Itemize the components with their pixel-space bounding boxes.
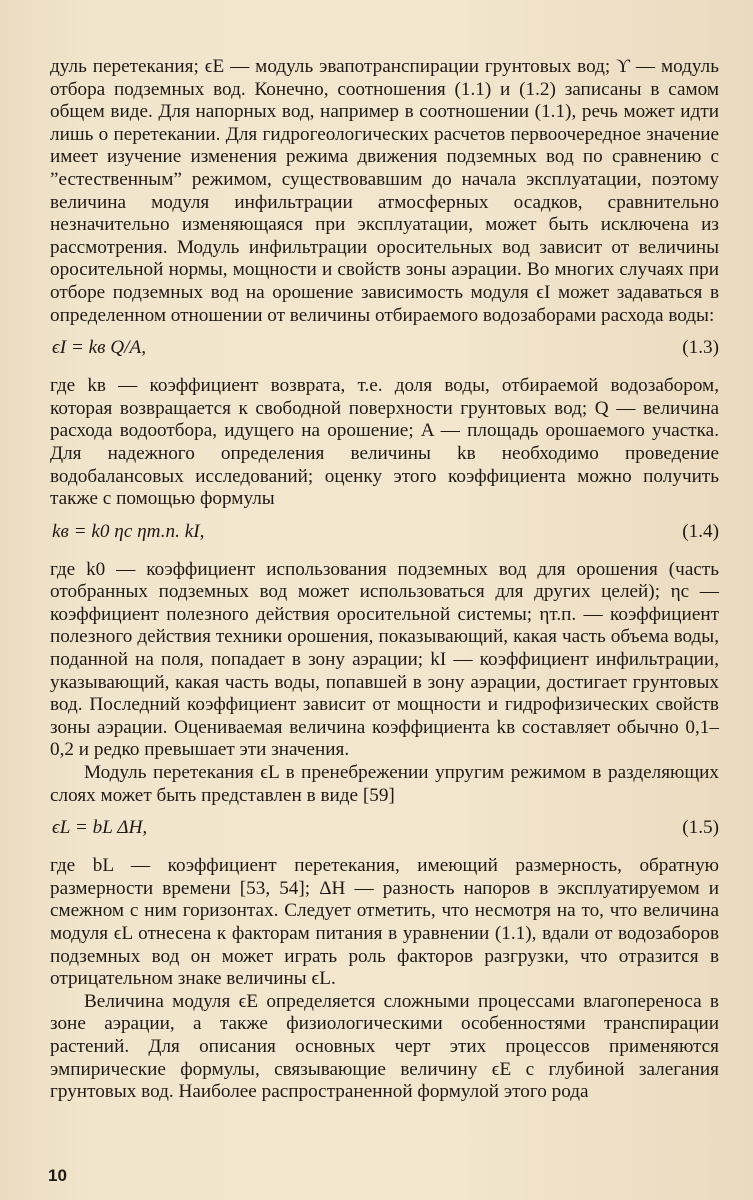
formula-1-4	[50, 521, 719, 543]
formula-expression: kв = k0 ηс ηт.п. kI,	[52, 520, 205, 542]
formula-expression: ϵI = kв Q/A,	[52, 337, 147, 359]
paragraph-1: дуль перетекания; ϵE — модуль эвапотранспирации грунтовых вод; ϒ — модуль отбора подземных вод. Конечно, соотношения (1.1) и (1.2) записаны в самом общем виде. Для напорных вод, например в соотношении (1.1), речь может идти лишь о перетекании. Для гидрогеологических расчетов первоочередное значение имеет изучение изменения режима движения подземных вод по сравнению с ”естественным” режимом, существовавшим до начала эксплуатации, поэтому величина модуля инфильтрации атмосферных осадков, сравнительно незначительно изменяющаяся при эксплуатации, может быть исключена из рассмотрения. Модуль инфильтрации оросительных вод зависит от величины оросительной нормы, мощности и свойств зоны аэрации. Во многих случаях при отборе подземных вод на орошение зависимость модуля ϵI может задаваться в определенном отношении от величины отбираемого водозаборами расхода воды:	[50, 56, 719, 326]
paragraph-3: где k0 — коэффициент использования подземных вод для орошения (часть отобранных подземных вод может использоваться для других целей); ηс — коэффициент полезного действия оросительной системы; ηт.п. — коэффициент полезного действия техники орошения, показывающий, какая часть объема воды, поданной на поля, попадает в зону аэрации; kI — коэффициент инфильтрации, указывающий, какая часть воды, попавшей в зону аэрации, достигает грунтовых вод. Последний коэффициент зависит от мощности и гидрофизических свойств зоны аэрации. Оцениваемая величина коэффициента kв составляет обычно 0,1–0,2 и редко превышает эти значения.	[50, 558, 719, 761]
formula-number: (1.3)	[682, 337, 719, 359]
paragraph-4: Модуль перетекания ϵL в пренебрежении упругим режимом в разделяющих слоях может быть представлен в виде [59]	[50, 762, 719, 806]
page-number: 10	[48, 1166, 67, 1185]
formula-expression: ϵL = bL ΔH,	[52, 817, 148, 839]
paragraph-2: где kв — коэффициент возврата, т.е. доля воды, отбираемой водозабором, которая возвращается к свободной поверхности грунтовых вод; Q — величина расхода водоотбора, идущего на орошение; A — площадь орошаемого участка. Для надежного определения величины kв необходимо проведение водобалансовых исследований; оценку этого коэффициента можно получить также с помощью формулы	[50, 375, 719, 510]
formula-number: (1.4)	[682, 520, 719, 542]
formula-1-3	[50, 337, 719, 359]
formula-1-5	[50, 817, 719, 839]
paragraph-5: где bL — коэффициент перетекания, имеющий размерность, обратную размерности времени [53, 54]; ΔH — разность напоров в эксплуатируемом и смежном с ним горизонтах. Следует отметить, что несмотря на то, что величина модуля ϵL отнесена к факторам питания в уравнении (1.1), вдали от водозаборов подземных вод он может играть роль факторов разгрузки, что отразится в отрицательном знаке величины ϵL.	[50, 855, 719, 990]
paragraph-6: Величина модуля ϵE определяется сложными процессами влагопереноса в зоне аэрации, а также физиологическими особенностями транспирации растений. Для описания основных черт этих процессов применяются эмпирические формулы, связывающие величину ϵE с глубиной залегания грунтовых вод. Наиболее распространенной формулой этого рода	[50, 990, 719, 1103]
formula-number: (1.5)	[682, 817, 719, 839]
